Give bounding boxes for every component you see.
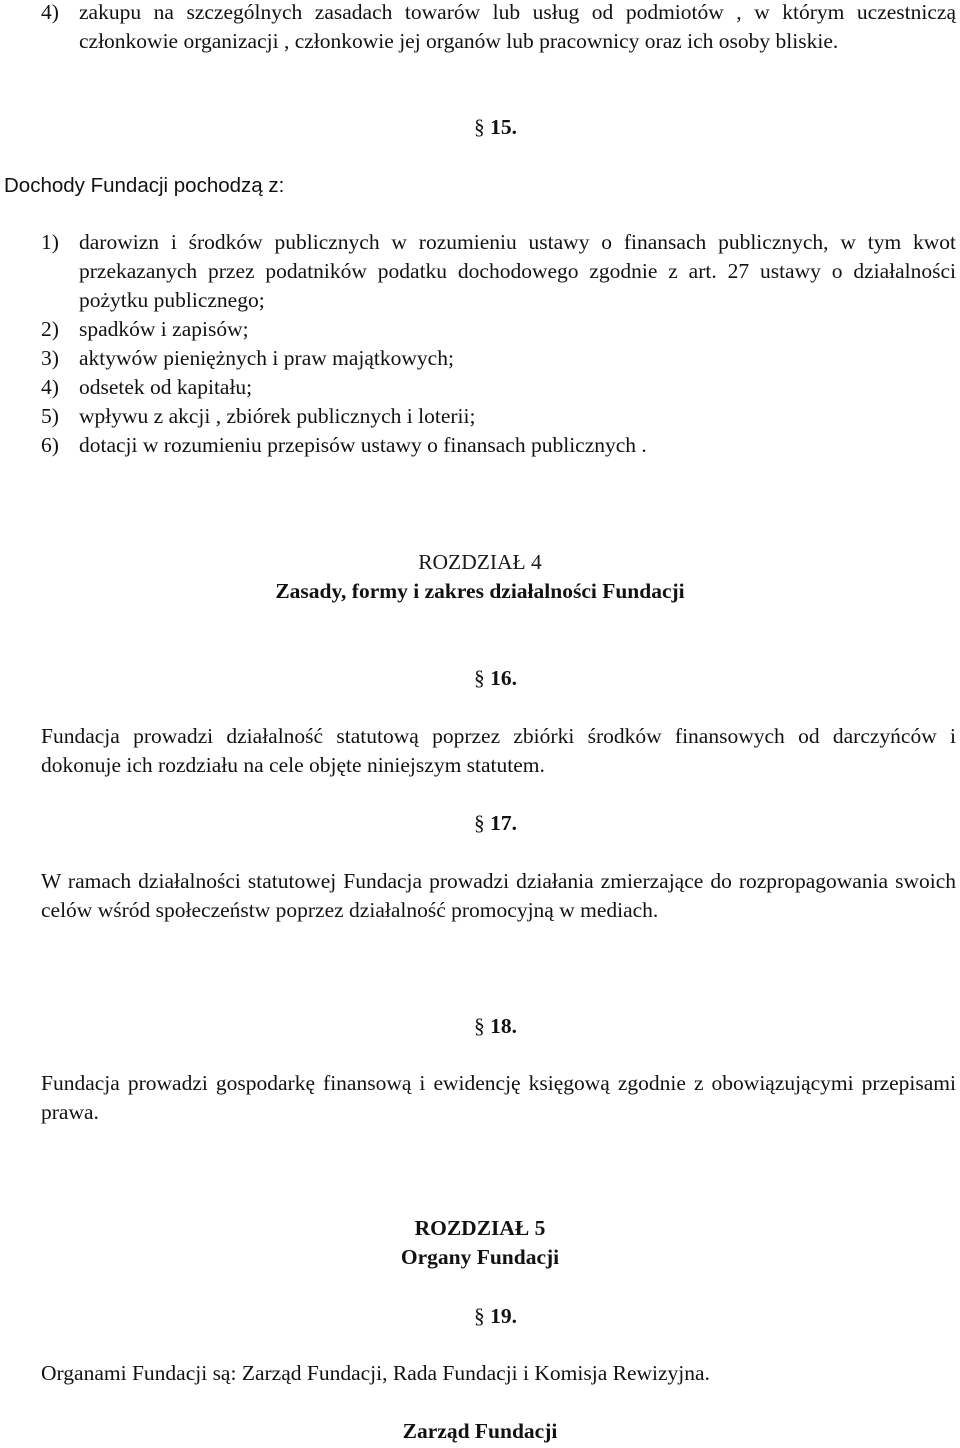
list-item-text: dotacji w rozumieniu przepisów ustawy o finansach publicznych .	[79, 433, 647, 457]
section-number: 15.	[490, 115, 517, 139]
section-16-text: Fundacja prowadzi działalność statutową poprzez zbiórki środków finansowych od darczyńców i dokonuje ich rozdziału na cele objęte niniejszym statutem.	[41, 724, 956, 777]
section-number: 19.	[490, 1304, 517, 1328]
list-item-text: odsetek od kapitału;	[79, 375, 253, 399]
list-item-text: spadków i zapisów;	[79, 317, 249, 341]
list-item-income-4	[41, 373, 956, 402]
section-number: 17.	[490, 811, 517, 835]
list-item-top-4	[41, 0, 956, 56]
list-item-number: 6)	[41, 433, 59, 457]
list-item-number: 3)	[41, 346, 59, 370]
list-item-income-3	[41, 344, 956, 373]
section-19-heading	[474, 1302, 517, 1331]
list-item-number: 4)	[41, 0, 59, 24]
section-16-heading	[474, 664, 517, 693]
list-item-income-2	[41, 315, 956, 344]
list-item-income-5	[41, 402, 956, 431]
chapter-5-title: ROZDZIAŁ 5	[414, 1216, 546, 1240]
list-item-income-6	[41, 431, 956, 460]
list-item-text: wpływu z akcji , zbiórek publicznych i loterii;	[79, 404, 476, 428]
section-15-heading	[474, 113, 517, 142]
list-item-number: 5)	[41, 404, 59, 428]
chapter-4-title: ROZDZIAŁ 4	[418, 550, 542, 574]
list-item-text: zakupu na szczególnych zasadach towarów lub usług od podmiotów , w którym uczestniczą członkowie organizacji , członkowie jej organów lub pracownicy oraz ich osoby bliskie.	[79, 0, 956, 53]
section-number: 18.	[490, 1014, 517, 1038]
list-item-text: aktywów pieniężnych i praw majątkowych;	[79, 346, 454, 370]
list-item-number: 2)	[41, 317, 59, 341]
section-number: 16.	[490, 666, 517, 690]
section-19-text: Organami Fundacji są: Zarząd Fundacji, Rada Fundacji i Komisja Rewizyjna.	[41, 1361, 710, 1385]
section-18-text: Fundacja prowadzi gospodarkę finansową i ewidencję księgową zgodnie z obowiązującymi przepisami prawa.	[41, 1071, 956, 1124]
income-intro: Dochody Fundacji pochodzą z:	[4, 174, 285, 197]
section-sign-icon: §	[474, 811, 485, 835]
section-17-heading	[474, 809, 517, 838]
list-item-number: 4)	[41, 375, 59, 399]
list-item-income-1	[41, 228, 956, 315]
section-sign-icon: §	[474, 115, 485, 139]
list-item-number: 1)	[41, 230, 59, 254]
list-item-text: darowizn i środków publicznych w rozumieniu ustawy o finansach publicznych, w tym kwot przekazanych przez podatników podatku dochodowego zgodnie z art. 27 ustawy o działalności pożytku publicznego;	[79, 230, 956, 312]
section-sign-icon: §	[474, 1304, 485, 1328]
section-17-text: W ramach działalności statutowej Fundacja prowadzi działania zmierzające do rozpropagowania swoich celów wśród społeczeństw poprzez działalność promocyjną w mediach.	[41, 869, 956, 922]
section-sign-icon: §	[474, 1014, 485, 1038]
section-18-heading	[474, 1012, 517, 1041]
section-sign-icon: §	[474, 666, 485, 690]
chapter-5-subtitle: Organy Fundacji	[400, 1245, 560, 1269]
chapter-4-subtitle: Zasady, formy i zakres działalności Fundacji	[275, 579, 685, 603]
board-heading: Zarząd Fundacji	[402, 1419, 558, 1443]
